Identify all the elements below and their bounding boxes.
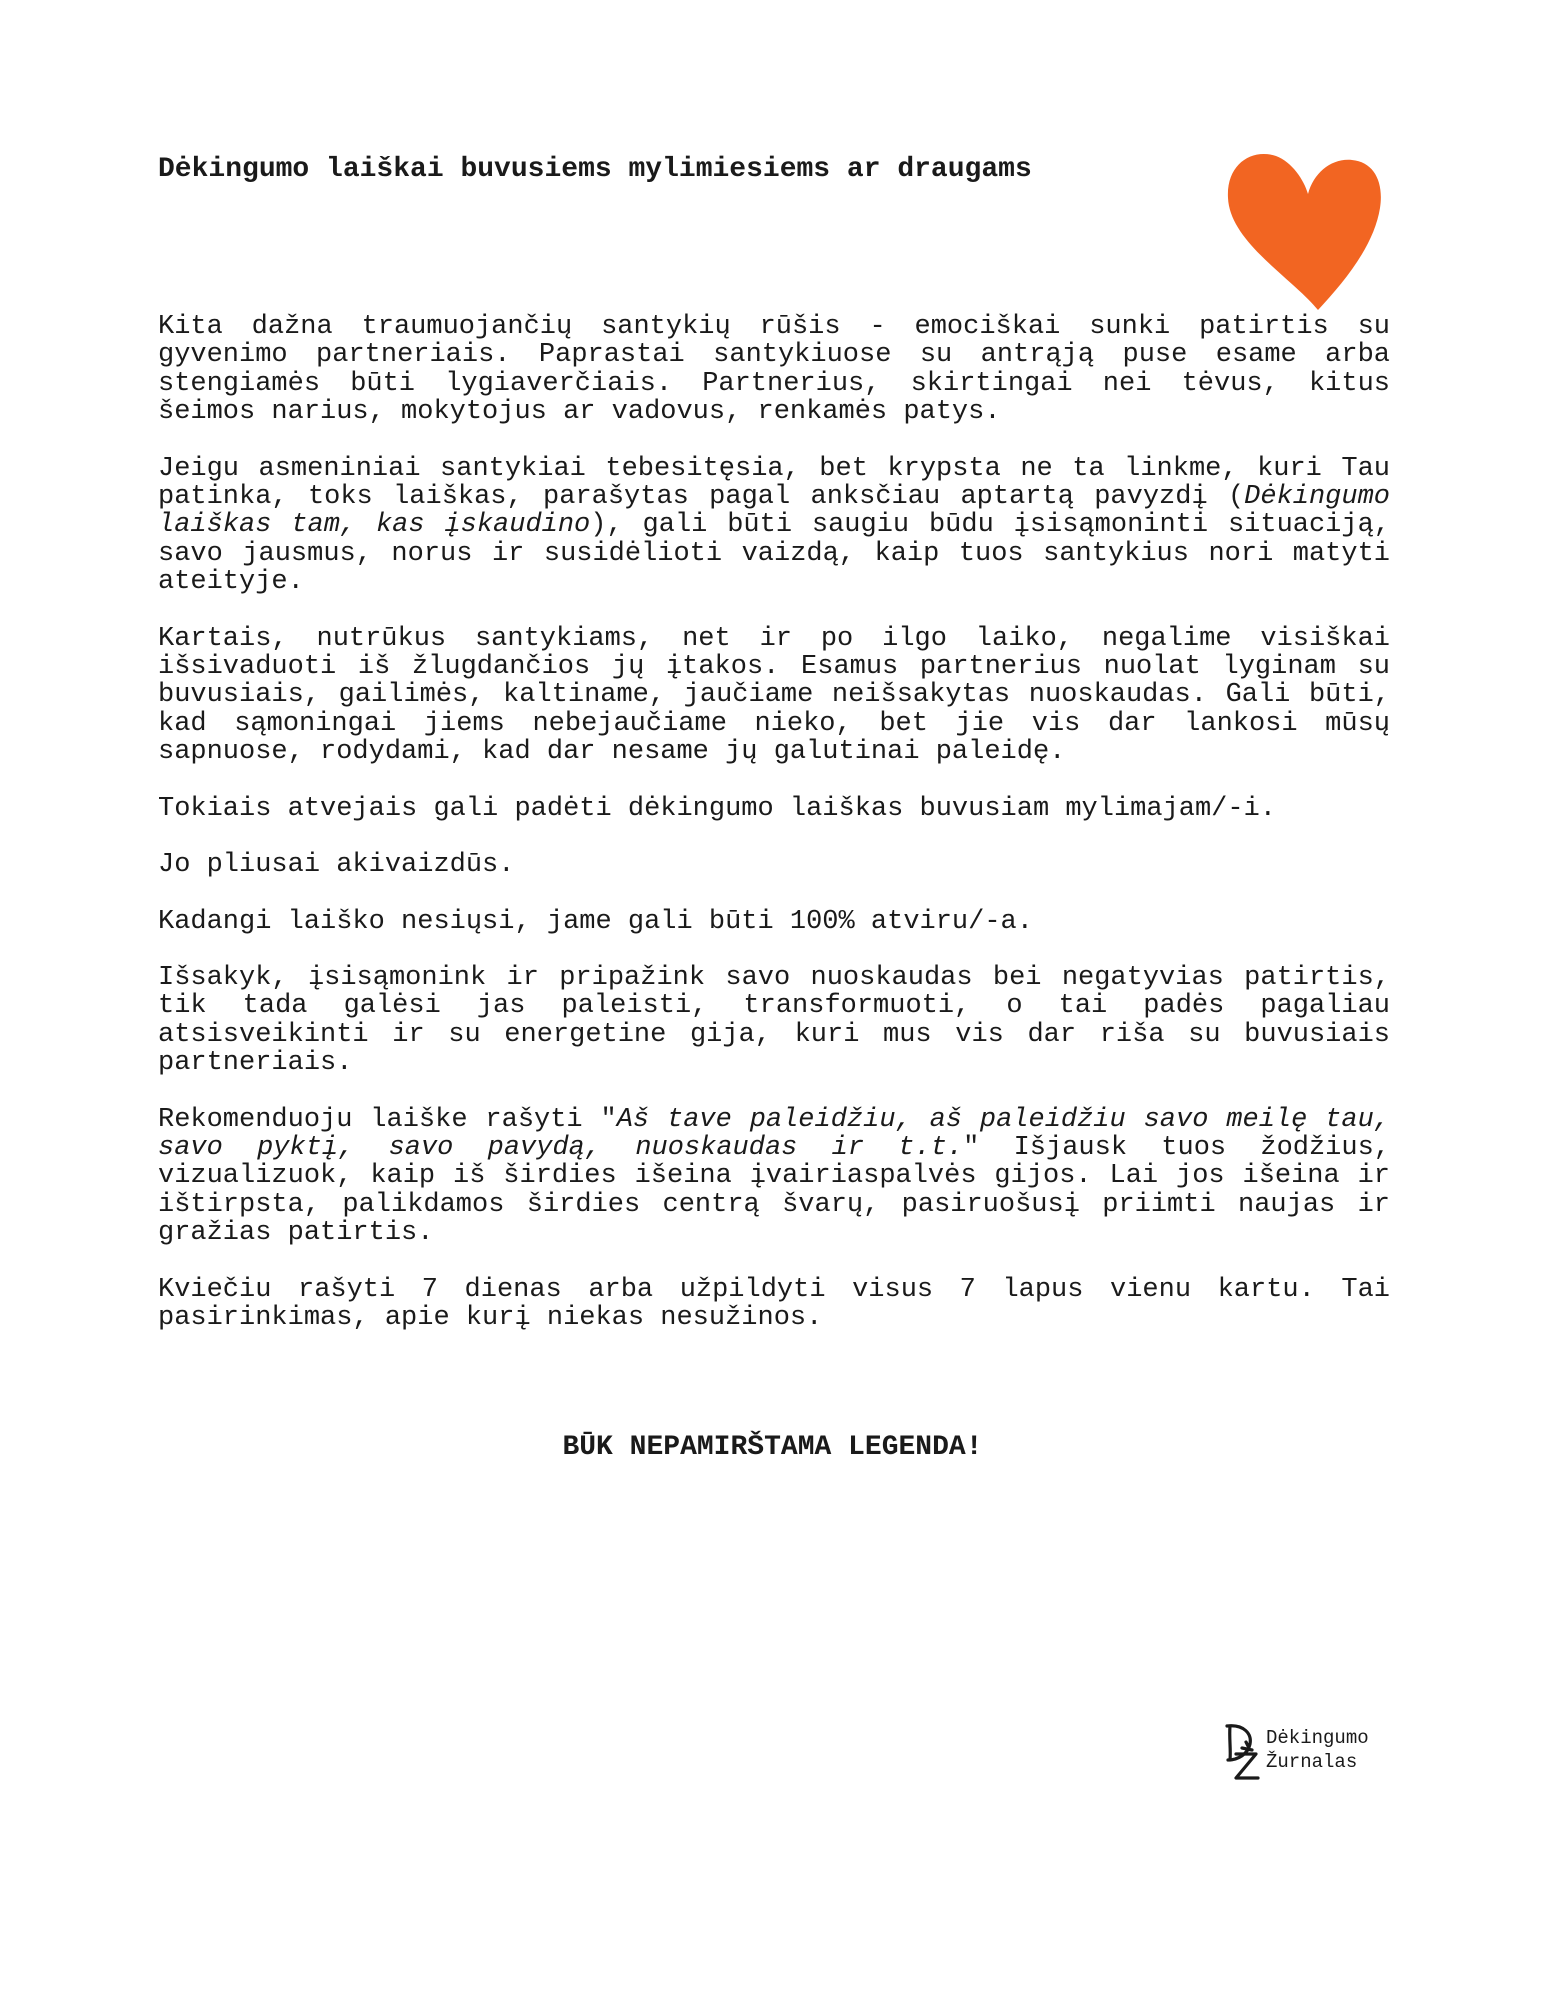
paragraph-7: Išsakyk, įsisąmonink ir pripažink savo nuoskaudas bei negatyvias patirtis, tik tada galėsi jas paleisti, transformuoti, o tai padės pagaliau atsisveikinti ir su energetine gija, kuri mus vis dar riša su buvusiais partneriais. xyxy=(158,962,1390,1079)
paragraph-9: Kviečiu rašyti 7 dienas arba užpildyti visus 7 lapus vienu kartu. Tai pasirinkimas, apie kurį niekas nesužinos. xyxy=(158,1274,1390,1333)
logo-wordmark xyxy=(1266,1726,1369,1774)
heart-icon xyxy=(1222,150,1382,315)
referenced-letter-title: Dėkingumo laiškas tam, kas įskaudino xyxy=(158,482,1390,541)
paragraph-3: Kartais, nutrūkus santykiams, net ir po ilgo laiko, negalime visiškai išsivaduoti iš žlugdančios jų įtakos. Esamus partnerius nuolat lyginam su buvusiais, gailimės, kaltiname, jaučiame neišsakytas nuoskaudas. Gali būti, kad sąmoningai jiems nebejaučiame nieko, bet jie vis dar lankosi mūsų sapnuose, rodydami, kad dar nesame jų galutinai paleidę. xyxy=(158,623,1390,768)
paragraph-4: Tokiais atvejais gali padėti dėkingumo laiškas buvusiam mylimajam/-i. xyxy=(158,793,1276,824)
paragraph-6: Kadangi laiško nesiųsi, jame gali būti 100% atviru/-a. xyxy=(158,906,1033,937)
paragraph-5: Jo pliusai akivaizdūs. xyxy=(158,850,515,881)
logo-line-2: Žurnalas xyxy=(1266,1751,1358,1773)
logo-line-1: Dėkingumo xyxy=(1266,1727,1369,1749)
document-body xyxy=(158,313,1390,1360)
paragraph-2: Jeigu asmeniniai santykiai tebesitęsia, bet krypsta ne ta linkme, kuri Tau patinka, toks laiškas, parašytas pagal anksčiau aptartą pavyzdį (Dėkingumo laiškas tam, kas įskaudino), gali būti saugiu būdu įsisąmoninti situaciją, savo jausmus, norus ir susidėlioti vaizdą, kaip tuos santykius nori matyti ateityje. xyxy=(158,453,1390,598)
paragraph-8: Rekomenduoju laiške rašyti "Aš tave paleidžiu, aš paleidžiu savo meilę tau, savo pyktį, savo pavydą, nuoskaudas ir t.t." Išjausk tuos žodžius, vizualizuok, kaip iš širdies išeina įvairiaspalvės gijos. Lai jos išeina ir ištirpsta, palikdamos širdies centrą švarų, pasiruošusį priimti naujas ir gražias patirtis. xyxy=(158,1104,1390,1249)
slogan: BŪK NEPAMIRŠTAMA LEGENDA! xyxy=(562,1432,983,1463)
document-title: Dėkingumo laiškai buvusiems mylimiesiems ar draugams xyxy=(158,154,1032,185)
paragraph-1: Kita dažna traumuojančių santykių rūšis - emociškai sunki patirtis su gyvenimo partneriais. Paprastai santykiuose su antrąją puse esame arba stengiamės būti lygiaverčiais. Partnerius, skirtingai nei tėvus, kitus šeimos narius, mokytojus ar vadovus, renkamės patys. xyxy=(158,312,1390,428)
dz-logo-icon xyxy=(1222,1720,1264,1784)
release-phrase: Aš tave paleidžiu, aš paleidžiu savo meilę tau, savo pyktį, savo pavydą, nuoskaudas ir t.t. xyxy=(158,1104,1390,1163)
brand-logo xyxy=(1222,1720,1402,1784)
